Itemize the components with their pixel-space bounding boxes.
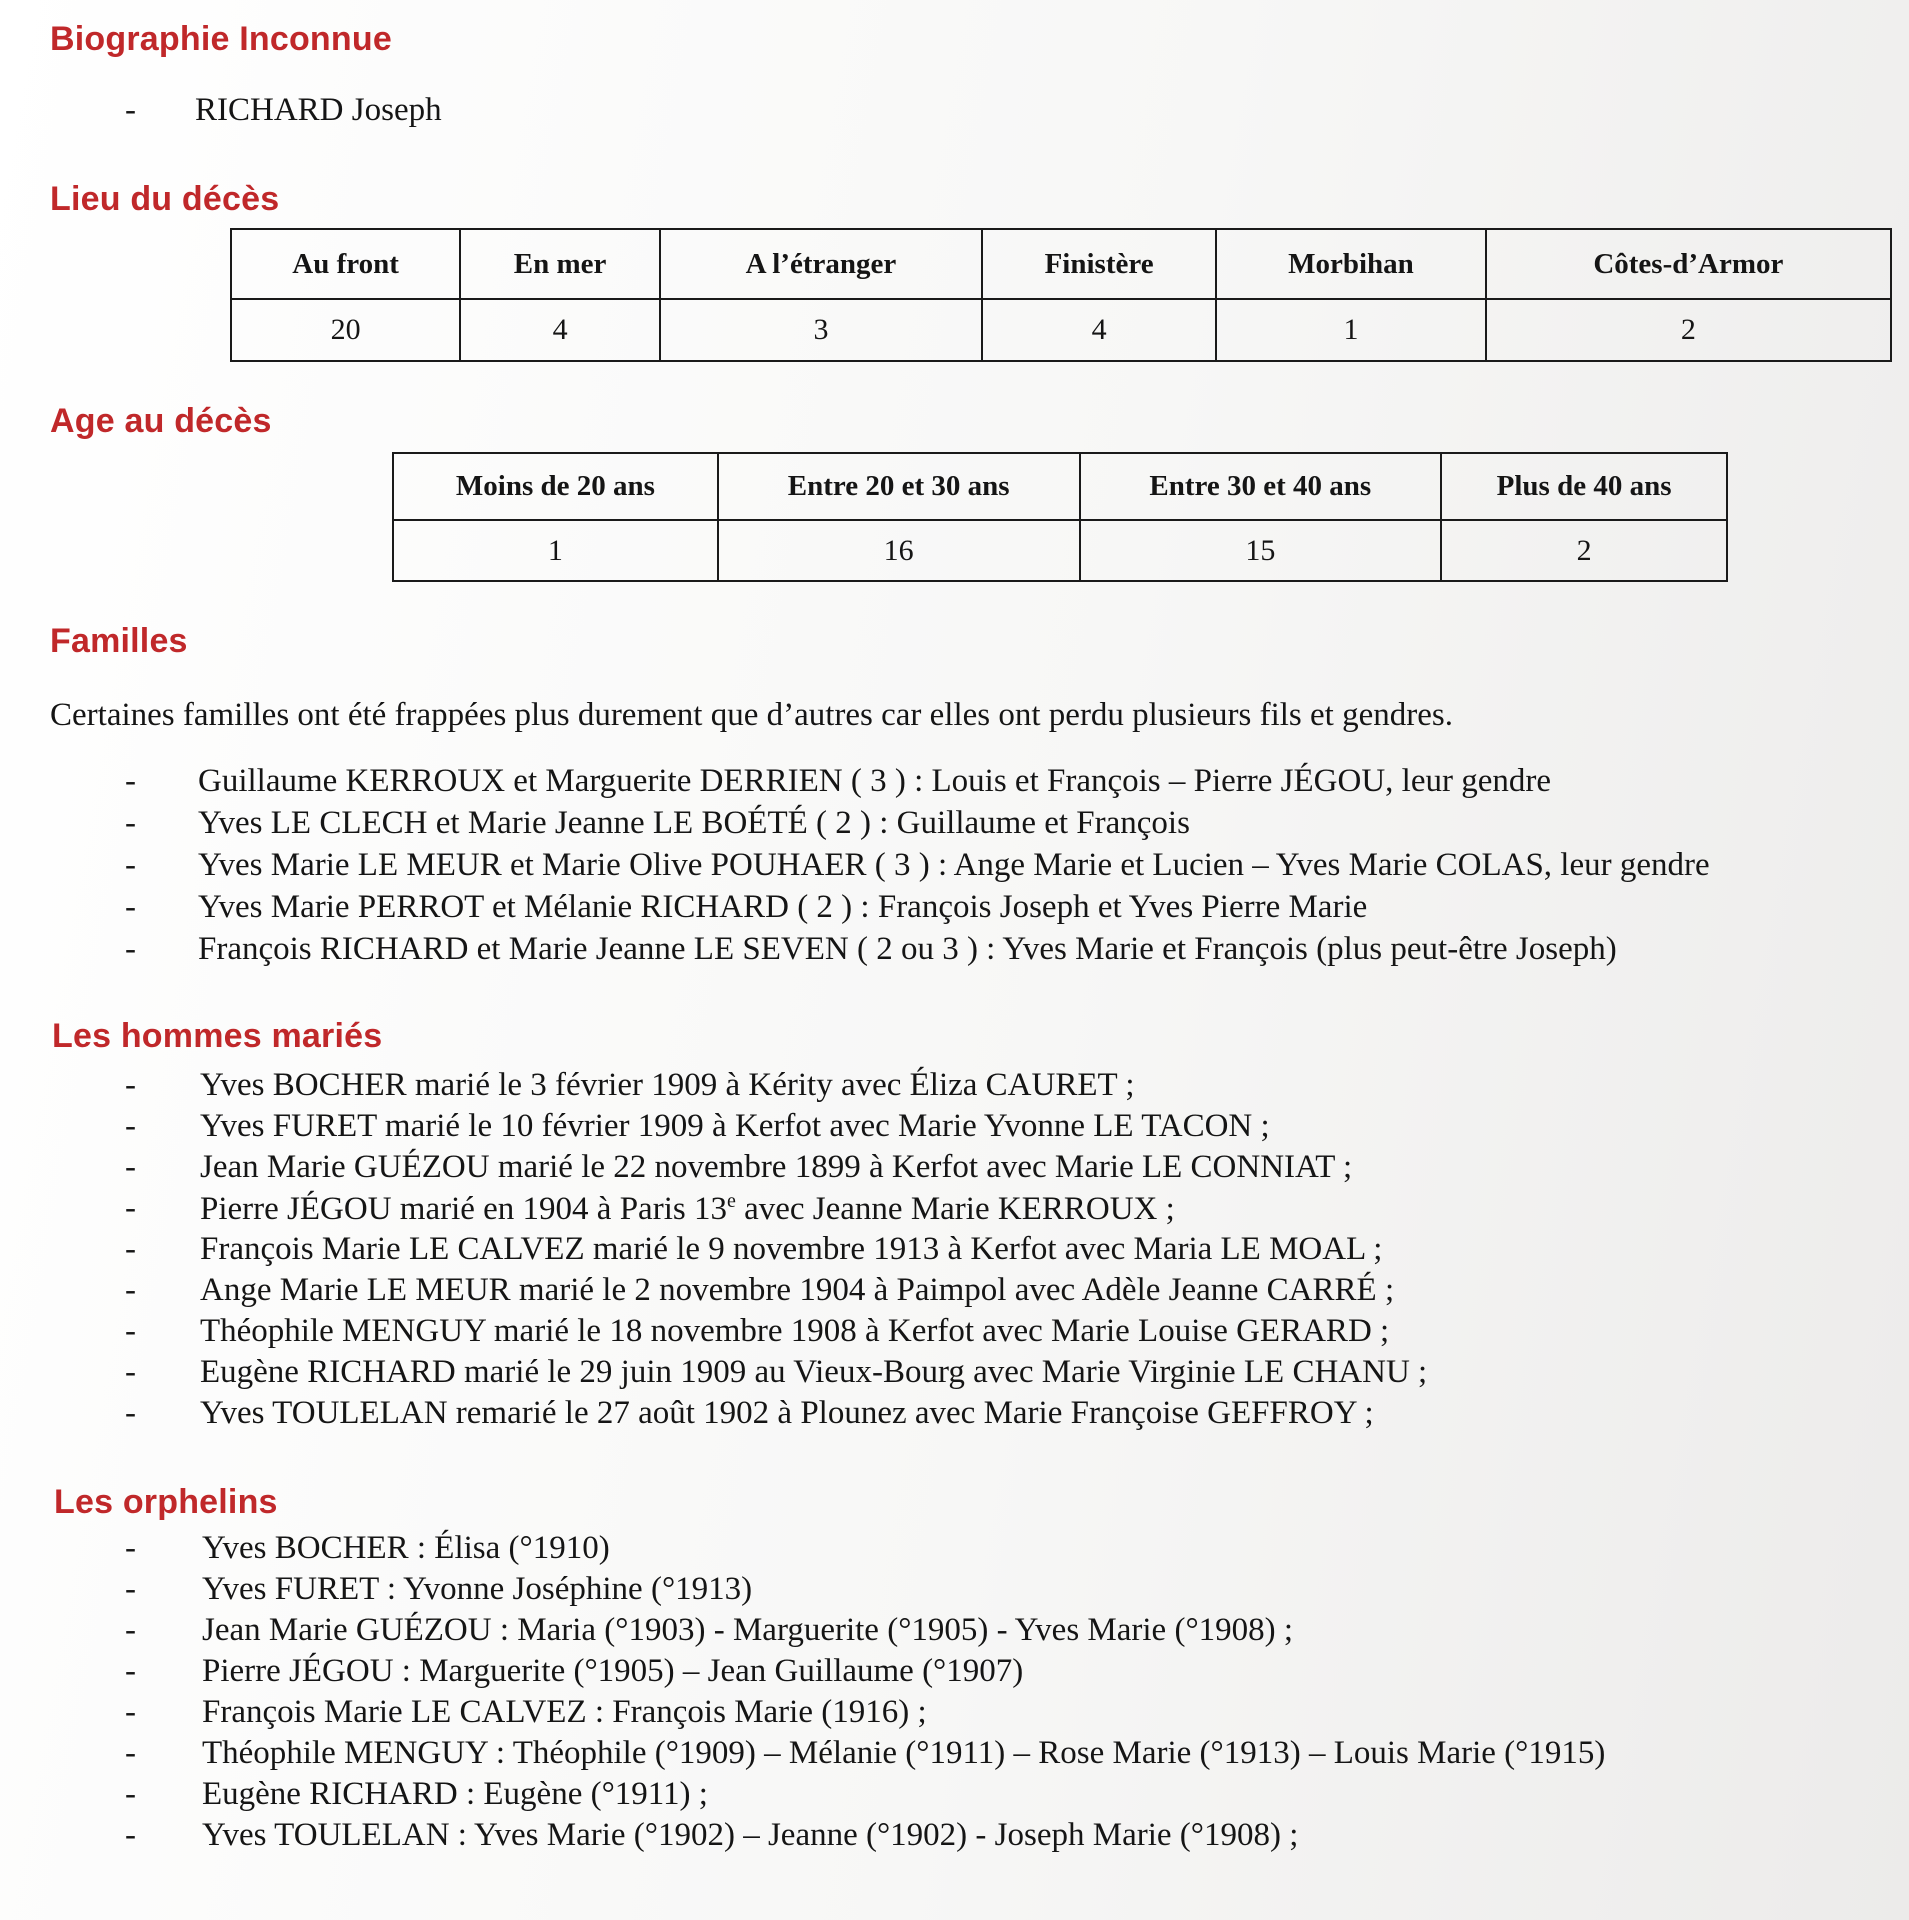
bullet-dash: - <box>125 1395 136 1431</box>
bullet-dash: - <box>125 1313 136 1349</box>
list-item-text: Théophile MENGUY marié le 18 novembre 1908 à Kerfot avec Marie Louise GERARD ; <box>200 1313 1390 1349</box>
bullet-dash: - <box>125 1530 136 1566</box>
table-header-cell: Côtes-d’Armor <box>1486 229 1891 299</box>
bullet-dash: - <box>125 1653 136 1689</box>
table-header-cell: A l’étranger <box>660 229 982 299</box>
bullet-dash: - <box>125 805 136 841</box>
bullet-dash: - <box>125 92 136 128</box>
age-deces-table <box>392 452 1728 582</box>
heading-orphelins: Les orphelins <box>54 1483 278 1521</box>
list-item-text: RICHARD Joseph <box>195 92 442 128</box>
table-header-cell: Moins de 20 ans <box>393 453 718 520</box>
bullet-dash: - <box>125 1108 136 1144</box>
list-item-text: Yves BOCHER : Élisa (°1910) <box>202 1530 610 1566</box>
list-item-text: Yves FURET marié le 10 février 1909 à Kerfot avec Marie Yvonne LE TACON ; <box>200 1108 1270 1144</box>
list-item-text: François Marie LE CALVEZ marié le 9 novembre 1913 à Kerfot avec Maria LE MOAL ; <box>200 1231 1383 1267</box>
list-item-text: Guillaume KERROUX et Marguerite DERRIEN ( 3 ) : Louis et François – Pierre JÉGOU, leur gendre <box>198 763 1552 799</box>
familles-intro: Certaines familles ont été frappées plus durement que d’autres car elles ont perdu plusieurs fils et gendres. <box>50 697 1453 733</box>
table-header-cell: Entre 30 et 40 ans <box>1080 453 1442 520</box>
table-cell: 1 <box>1216 299 1485 361</box>
list-item-text: Yves TOULELAN remarié le 27 août 1902 à Plounez avec Marie Françoise GEFFROY ; <box>200 1395 1374 1431</box>
bullet-dash: - <box>125 763 136 799</box>
table-cell: 2 <box>1486 299 1891 361</box>
bullet-dash: - <box>125 1354 136 1390</box>
table-cell: 4 <box>982 299 1216 361</box>
bullet-dash: - <box>125 1571 136 1607</box>
table-cell: 3 <box>660 299 982 361</box>
heading-hommes-maries: Les hommes mariés <box>52 1017 383 1055</box>
bullet-dash: - <box>125 1067 136 1103</box>
list-item-text: Pierre JÉGOU : Marguerite (°1905) – Jean Guillaume (°1907) <box>202 1653 1024 1689</box>
lieu-deces-table <box>230 228 1892 362</box>
table-cell: 2 <box>1441 520 1727 581</box>
list-item-text-part: Pierre JÉGOU marié en 1904 à Paris 13 <box>200 1191 727 1227</box>
list-item-text: Yves LE CLECH et Marie Jeanne LE BOÉTÉ ( 2 ) : Guillaume et François <box>198 805 1190 841</box>
bullet-dash: - <box>125 1231 136 1267</box>
table-cell: 16 <box>718 520 1080 581</box>
superscript: e <box>726 1190 736 1212</box>
bullet-dash: - <box>125 1735 136 1771</box>
list-item-text: Yves FURET : Yvonne Joséphine (°1913) <box>202 1571 753 1607</box>
list-item-text-part: avec Jeanne Marie KERROUX ; <box>735 1191 1175 1227</box>
heading-lieu-deces: Lieu du décès <box>50 180 280 218</box>
heading-familles: Familles <box>50 622 188 660</box>
list-item-text: Jean Marie GUÉZOU : Maria (°1903) - Marguerite (°1905) - Yves Marie (°1908) ; <box>202 1612 1294 1648</box>
bullet-dash: - <box>125 1817 136 1853</box>
list-item-text: François Marie LE CALVEZ : François Marie (1916) ; <box>202 1694 927 1730</box>
table-cell: 20 <box>231 299 460 361</box>
heading-biographie: Biographie Inconnue <box>50 20 392 58</box>
bullet-dash: - <box>125 1694 136 1730</box>
bullet-dash: - <box>125 1776 136 1812</box>
bullet-dash: - <box>125 1612 136 1648</box>
bullet-dash: - <box>125 931 136 967</box>
bullet-dash: - <box>125 1190 136 1226</box>
list-item-text: Eugène RICHARD : Eugène (°1911) ; <box>202 1776 708 1812</box>
table-cell: 4 <box>460 299 660 361</box>
bullet-dash: - <box>125 1272 136 1308</box>
list-item-text: Théophile MENGUY : Théophile (°1909) – Mélanie (°1911) – Rose Marie (°1913) – Louis Marie (°1915) <box>202 1735 1606 1771</box>
bullet-dash: - <box>125 1149 136 1185</box>
list-item-text: Ange Marie LE MEUR marié le 2 novembre 1904 à Paimpol avec Adèle Jeanne CARRÉ ; <box>200 1272 1395 1308</box>
table-cell: 15 <box>1080 520 1442 581</box>
table-header-cell: Au front <box>231 229 460 299</box>
table-header-cell: En mer <box>460 229 660 299</box>
list-item-text: Jean Marie GUÉZOU marié le 22 novembre 1899 à Kerfot avec Marie LE CONNIAT ; <box>200 1149 1353 1185</box>
list-item-text: Yves BOCHER marié le 3 février 1909 à Kérity avec Éliza CAURET ; <box>200 1067 1135 1103</box>
list-item-text: Yves Marie PERROT et Mélanie RICHARD ( 2 ) : François Joseph et Yves Pierre Marie <box>198 889 1368 925</box>
table-header-cell: Plus de 40 ans <box>1441 453 1727 520</box>
table-cell: 1 <box>393 520 718 581</box>
list-item-text: Yves Marie LE MEUR et Marie Olive POUHAER ( 3 ) : Ange Marie et Lucien – Yves Marie COLAS, leur gendre <box>198 847 1710 883</box>
bullet-dash: - <box>125 847 136 883</box>
bullet-dash: - <box>125 889 136 925</box>
list-item-text: Eugène RICHARD marié le 29 juin 1909 au Vieux-Bourg avec Marie Virginie LE CHANU ; <box>200 1354 1428 1390</box>
list-item-text <box>200 1190 1175 1228</box>
table-header-cell: Finistère <box>982 229 1216 299</box>
heading-age-deces: Age au décès <box>50 402 272 440</box>
list-item-text: Yves TOULELAN : Yves Marie (°1902) – Jeanne (°1902) - Joseph Marie (°1908) ; <box>202 1817 1299 1853</box>
list-item-text: François RICHARD et Marie Jeanne LE SEVEN ( 2 ou 3 ) : Yves Marie et François (plus peut-être Joseph) <box>198 931 1617 967</box>
table-header-cell: Morbihan <box>1216 229 1485 299</box>
table-header-cell: Entre 20 et 30 ans <box>718 453 1080 520</box>
